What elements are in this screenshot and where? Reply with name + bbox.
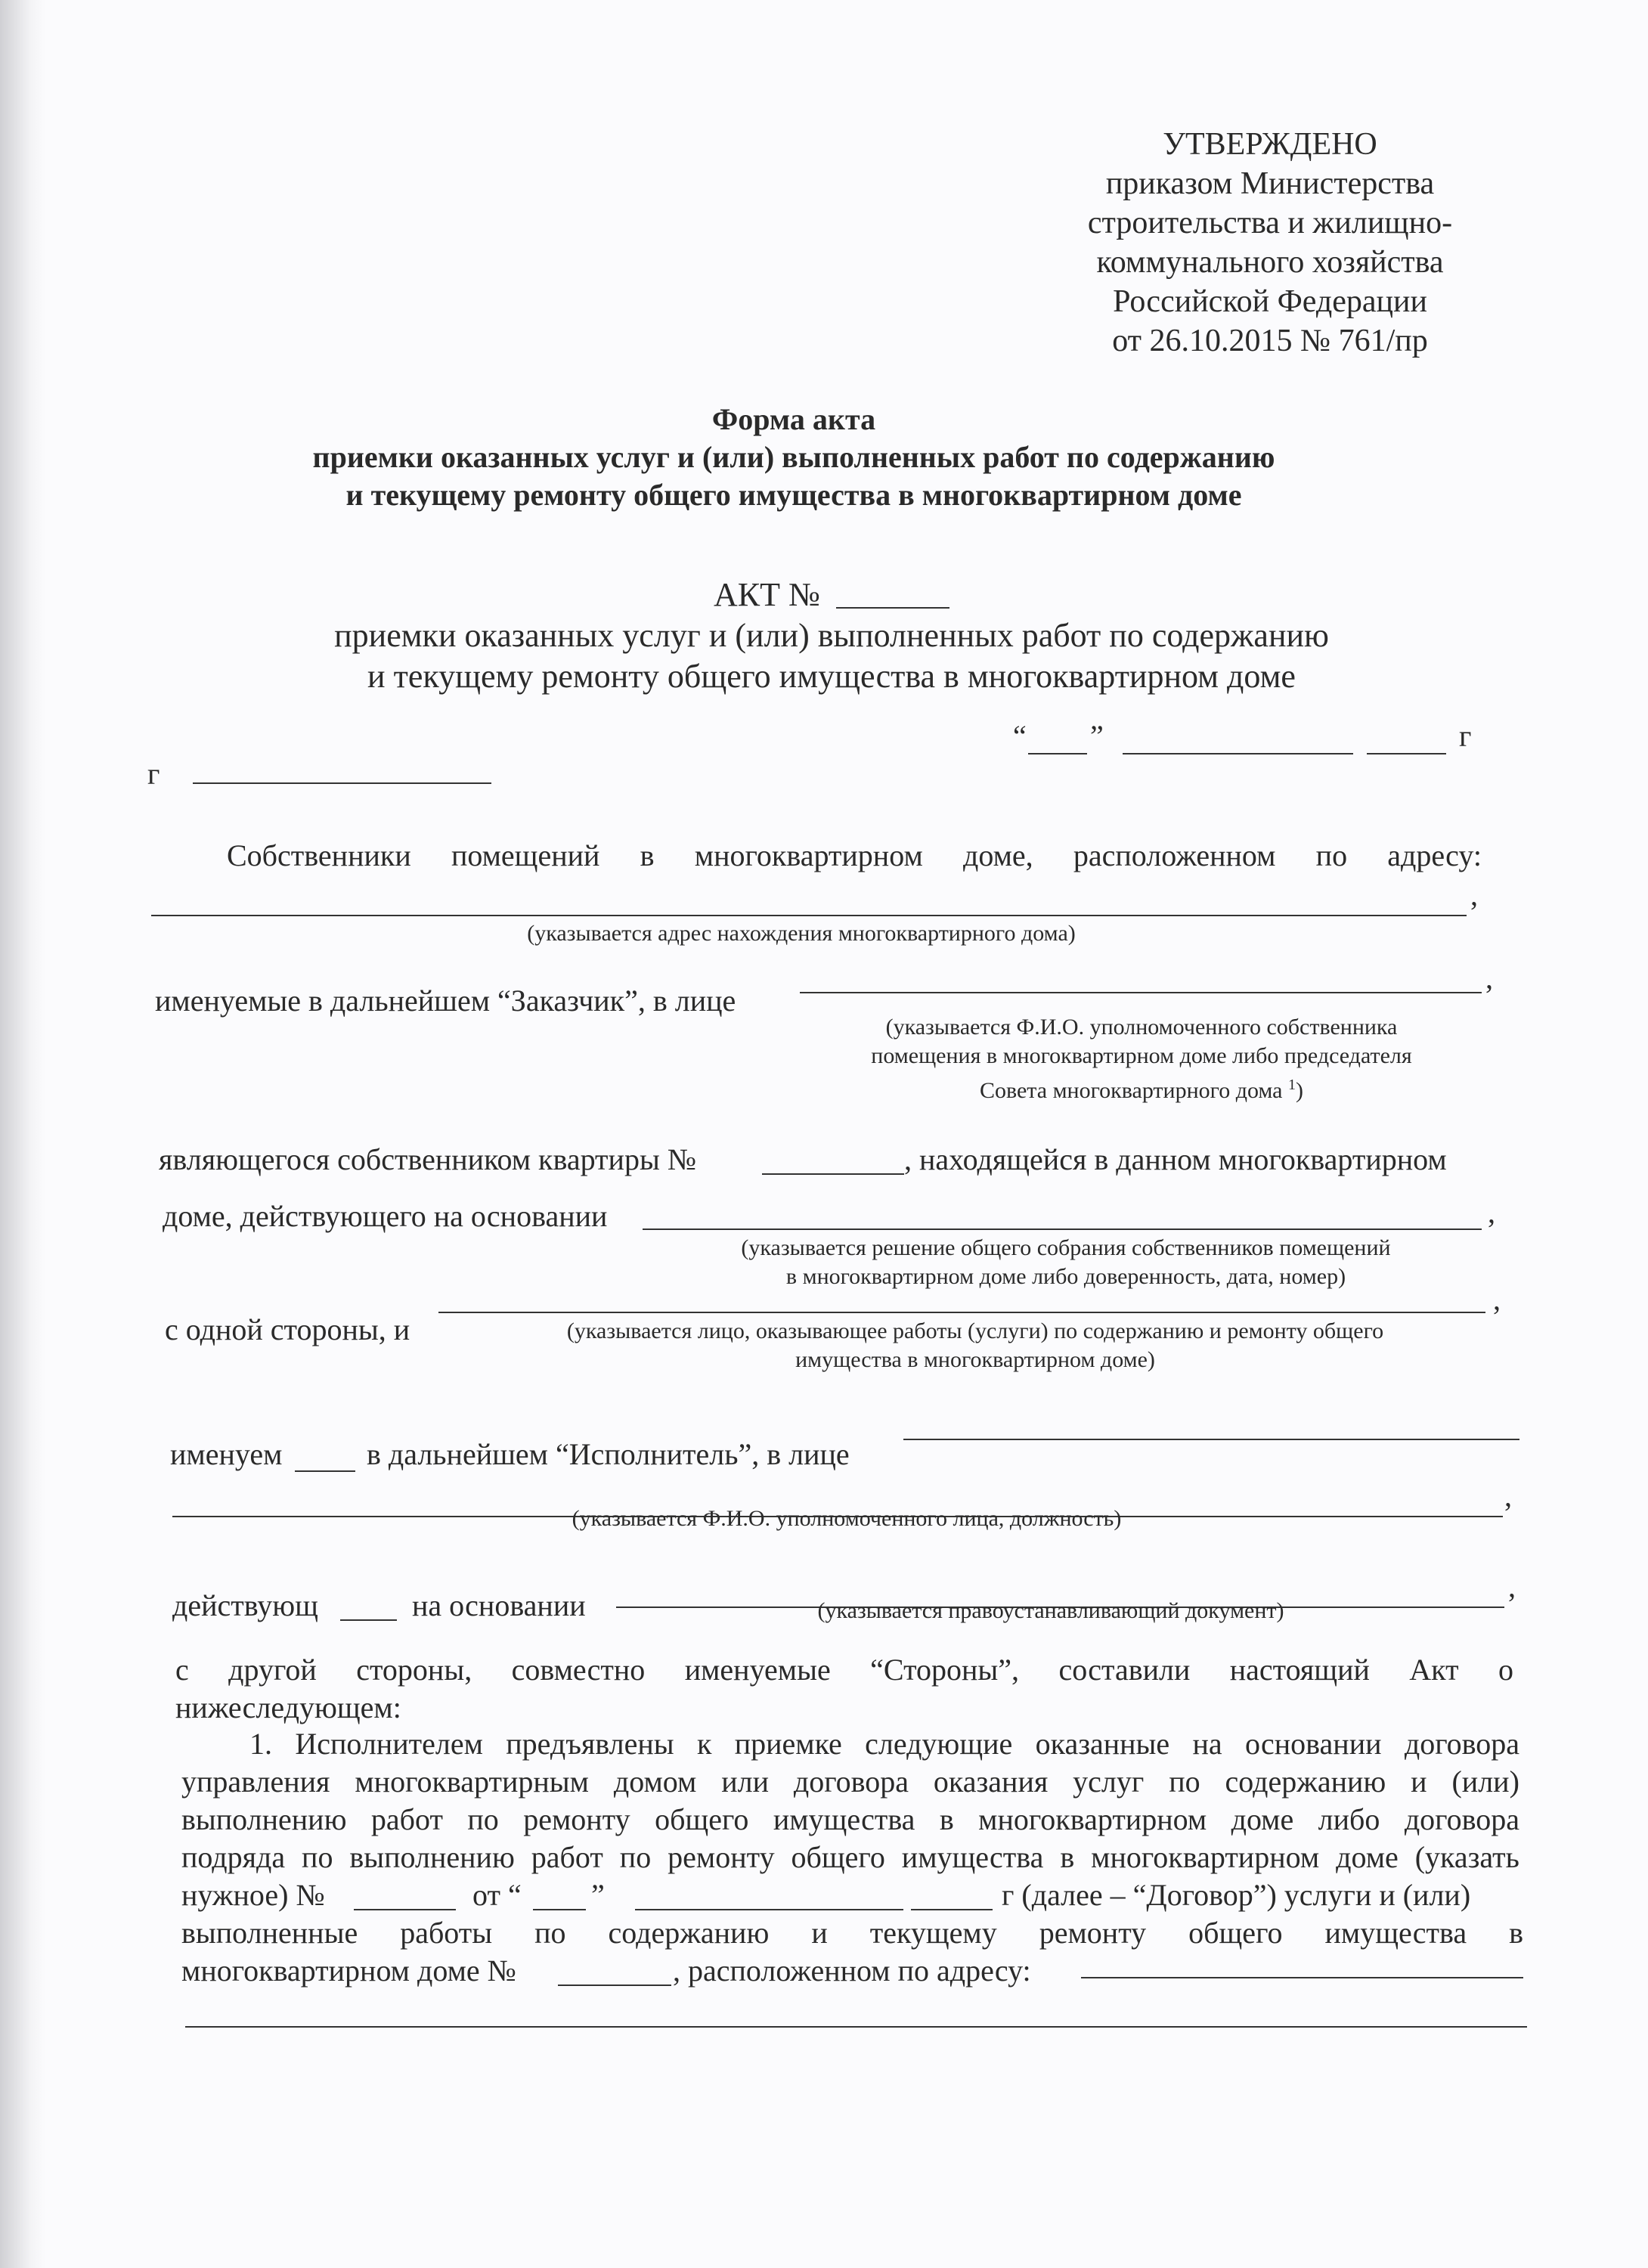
- act-number-row: [227, 575, 1436, 615]
- caption-customer-line-2: помещения в многоквартирном доме либо председателя: [871, 1043, 1412, 1068]
- p1-row4-word: многоквартирном: [1091, 1840, 1320, 1874]
- p1-row1-word: на: [1192, 1727, 1222, 1761]
- acting-prefix: действующ: [172, 1588, 318, 1622]
- p1-row1-word: к: [696, 1727, 712, 1761]
- p1-row6-word: выполненные: [181, 1916, 358, 1950]
- p1-row3-word: многоквартирном: [978, 1802, 1207, 1836]
- document-comma: ,: [1508, 1569, 1516, 1603]
- customer-comma: ,: [1485, 961, 1493, 995]
- p1-row4-word: подряда: [181, 1840, 286, 1874]
- p1-row4-word: в: [1060, 1840, 1075, 1874]
- p1-row2-word: и: [1411, 1765, 1427, 1799]
- p1-row6-word: ремонту: [1039, 1916, 1147, 1950]
- approval-line-2: приказом Министерства: [1105, 166, 1435, 201]
- p1-row-6: [181, 1915, 1523, 1950]
- p1-row3-word: общего: [655, 1802, 749, 1836]
- p1-row1-word: оказанные: [1035, 1727, 1170, 1761]
- caption-customer-line-3: [794, 1070, 1489, 1105]
- p1-row1-word: основании: [1245, 1727, 1382, 1761]
- contract-number-blank[interactable]: [354, 1909, 456, 1910]
- executor-name-blank[interactable]: [903, 1439, 1519, 1440]
- acting-ending-blank[interactable]: [340, 1619, 397, 1621]
- owners-row: [227, 838, 1482, 873]
- p1-row6-word: по: [534, 1916, 566, 1950]
- other-side-row-word: совместно: [511, 1653, 646, 1687]
- p1-row1-word: 1.: [249, 1727, 272, 1761]
- other-side-row-word: Акт: [1409, 1653, 1459, 1687]
- named-ending-blank[interactable]: [295, 1470, 355, 1472]
- p1-line5-d: г (далее – “Договор”) услуги и (или): [1002, 1878, 1471, 1912]
- act-number-blank[interactable]: [836, 580, 949, 609]
- named-suffix: в дальнейшем “Исполнитель”, в лице: [367, 1437, 850, 1471]
- caption-contractor-line-1: (указывается лицо, оказывающее работы (услуги) по содержанию и ремонту общего: [566, 1318, 1384, 1343]
- p1-row6-word: работы: [400, 1916, 493, 1950]
- caption-customer-close: ): [1296, 1078, 1304, 1103]
- approval-line-3: строительства и жилищно-: [1087, 206, 1453, 240]
- p1-row6-word: в: [1509, 1916, 1523, 1950]
- p1-row1-word: приемке: [734, 1727, 842, 1761]
- form-title-line-1: Форма акта: [711, 402, 876, 436]
- owners-row-word: доме,: [962, 838, 1033, 872]
- caption-address: (указывается адрес нахождения многоквартирного дома): [527, 921, 1076, 946]
- caption-basis: [650, 1234, 1482, 1291]
- scan-edge-shadow: [0, 0, 45, 2268]
- p1-row-2: [181, 1764, 1519, 1799]
- p1-row3-word: в: [939, 1802, 954, 1836]
- p1-row2-word: управления: [181, 1765, 330, 1799]
- p1-row3-word: выполнению: [181, 1802, 347, 1836]
- p1-row3-word: работ: [370, 1802, 443, 1836]
- house-number-blank[interactable]: [558, 1984, 671, 1986]
- approval-block: [1058, 125, 1482, 361]
- p1-line5-c: ”: [591, 1878, 605, 1912]
- p1-row3-word: доме: [1231, 1802, 1294, 1836]
- approval-line-1: УТВЕРЖДЕНО: [1163, 127, 1377, 162]
- caption-document: (указывается правоустанавливающий документ): [817, 1598, 1284, 1623]
- date-quote-close: ”: [1090, 719, 1104, 753]
- p1-row2-word: многоквартирным: [355, 1765, 589, 1799]
- p1-row-1: [249, 1726, 1519, 1761]
- caption-basis-line-2: в многоквартирном доме либо доверенность, дата, номер): [785, 1264, 1346, 1289]
- p1-row4-word: по: [619, 1840, 652, 1874]
- p1-row1-word: Исполнителем: [295, 1727, 483, 1761]
- p1-row4-word: ремонту: [668, 1840, 775, 1874]
- p1-row6-word: имущества: [1324, 1916, 1467, 1950]
- p1-row3-word: по: [467, 1802, 499, 1836]
- caption-customer: [794, 1013, 1489, 1105]
- p1-row3-word: имущества: [773, 1802, 915, 1836]
- p1-row6-word: общего: [1188, 1916, 1283, 1950]
- other-side-row-word: стороны,: [356, 1653, 472, 1687]
- other-side-row-word: именуемые: [684, 1653, 831, 1687]
- date-year-blank[interactable]: [1367, 753, 1446, 754]
- caption-customer-line-3-text: Совета многоквартирного дома: [979, 1078, 1283, 1103]
- other-side-row-word: другой: [228, 1653, 317, 1687]
- owners-row-word: в: [640, 838, 655, 872]
- act-heading-line-3: и текущему ремонту общего имущества в многоквартирном доме: [367, 658, 1296, 695]
- p1-row4-word: выполнению: [349, 1840, 515, 1874]
- act-heading-line-2: приемки оказанных услуг и (или) выполненных работ по содержанию: [334, 617, 1329, 654]
- p1-row3-word: ремонту: [523, 1802, 630, 1836]
- owners-row-word: адресу:: [1387, 838, 1482, 872]
- contract-year-blank[interactable]: [911, 1909, 993, 1910]
- p1-line5-b: от “: [472, 1878, 522, 1912]
- approval-line-4: коммунального хозяйства: [1096, 245, 1444, 280]
- p1-row-4: [181, 1839, 1519, 1875]
- p1-row4-word: общего: [791, 1840, 885, 1874]
- form-title: [227, 401, 1361, 514]
- p1-row1-word: предъявлены: [506, 1727, 674, 1761]
- contract-month-blank[interactable]: [635, 1909, 903, 1910]
- caption-basis-line-1: (указывается решение общего собрания собственников помещений: [741, 1235, 1391, 1260]
- p1-row1-word: следующие: [865, 1727, 1013, 1761]
- city-blank[interactable]: [193, 782, 491, 784]
- apartment-number-blank[interactable]: [762, 1173, 904, 1175]
- following-label: нижеследующем:: [175, 1690, 401, 1724]
- approval-line-6: от 26.10.2015 № 761/пр: [1112, 324, 1428, 358]
- customer-line: именуемые в дальнейшем “Заказчик”, в лице: [155, 984, 736, 1018]
- date-quote-open: “: [1013, 719, 1027, 753]
- p1-row6-word: текущему: [869, 1916, 997, 1950]
- house-address-blank[interactable]: [1081, 1977, 1523, 1978]
- act-heading: [227, 575, 1436, 697]
- acting-suffix: на основании: [412, 1588, 586, 1622]
- p1-row4-word: работ: [531, 1840, 603, 1874]
- one-side-label: с одной стороны, и: [165, 1312, 410, 1346]
- p1-row2-word: оказания: [933, 1765, 1049, 1799]
- city-prefix: г: [147, 757, 160, 791]
- other-side-row: [175, 1652, 1513, 1687]
- p1-row2-word: (или): [1451, 1765, 1519, 1799]
- executor-comma: ,: [1504, 1479, 1512, 1513]
- owners-row-word: помещений: [451, 838, 600, 872]
- customer-name-blank[interactable]: [800, 992, 1482, 993]
- p1-row4-word: по: [302, 1840, 333, 1874]
- p1-row1-word: договора: [1404, 1727, 1519, 1761]
- date-day-blank[interactable]: [1028, 753, 1087, 754]
- other-side-row-word: о: [1498, 1653, 1513, 1687]
- owners-row-word: расположенном: [1073, 838, 1276, 872]
- other-side-row-word: составили: [1058, 1653, 1191, 1687]
- p1-row2-word: или: [721, 1765, 769, 1799]
- contractor-blank[interactable]: [438, 1312, 1485, 1313]
- p1-row4-word: доме: [1336, 1840, 1399, 1874]
- owner-apartment-suffix: , находящейся в данном многоквартирном: [904, 1142, 1447, 1176]
- caption-contractor-line-2: имущества в многоквартирном доме): [795, 1347, 1155, 1372]
- p1-row-3: [181, 1802, 1519, 1837]
- caption-person: (указывается Ф.И.О. уполномоченного лица, должность): [572, 1506, 1122, 1531]
- footnote-marker: 1: [1288, 1077, 1296, 1093]
- p1-row2-word: договора: [793, 1765, 909, 1799]
- p1-row2-word: содержанию: [1225, 1765, 1386, 1799]
- p1-row6-word: содержанию: [608, 1916, 770, 1950]
- address-comma: ,: [1470, 878, 1478, 912]
- form-title-line-3: и текущему ремонту общего имущества в многоквартирном доме: [345, 478, 1242, 512]
- p1-row3-word: договора: [1404, 1802, 1519, 1836]
- basis-blank[interactable]: [643, 1228, 1482, 1230]
- contractor-comma: ,: [1493, 1282, 1501, 1316]
- basis-comma: ,: [1488, 1195, 1495, 1229]
- p1-row4-word: имущества: [901, 1840, 1044, 1874]
- act-number-label: АКТ №: [714, 576, 820, 613]
- p1-row2-word: услуг: [1073, 1765, 1145, 1799]
- caption-contractor: [469, 1317, 1482, 1374]
- p1-row2-word: по: [1169, 1765, 1200, 1799]
- p1-line5-a: нужное) №: [181, 1878, 325, 1912]
- owners-row-word: Собственники: [227, 838, 411, 872]
- p1-line7-a: многоквартирном доме №: [181, 1954, 516, 1988]
- contract-day-blank[interactable]: [533, 1909, 586, 1910]
- address-blank[interactable]: [151, 915, 1467, 916]
- approval-line-5: Российской Федерации: [1113, 284, 1427, 319]
- p1-line7-b: , расположенном по адресу:: [673, 1954, 1031, 1988]
- other-side-row-word: настоящий: [1229, 1653, 1370, 1687]
- p1-row2-word: домом: [613, 1765, 697, 1799]
- owner-apartment-prefix: являющегося собственником квартиры №: [159, 1142, 696, 1176]
- acting-basis-label: доме, действующего на основании: [163, 1199, 608, 1233]
- other-side-row-word: “Стороны”,: [870, 1653, 1020, 1687]
- p1-row6-word: и: [811, 1916, 828, 1950]
- house-address-blank-2[interactable]: [185, 2026, 1527, 2028]
- date-month-blank[interactable]: [1123, 753, 1353, 754]
- caption-customer-line-1: (указывается Ф.И.О. уполномоченного собственника: [885, 1015, 1398, 1040]
- owners-row-word: по: [1315, 838, 1348, 872]
- owners-row-word: многоквартирном: [694, 838, 923, 872]
- other-side-row-word: с: [175, 1653, 189, 1687]
- date-year-suffix: г: [1459, 719, 1472, 753]
- named-prefix: именуем: [170, 1437, 283, 1471]
- p1-row3-word: либо: [1318, 1802, 1380, 1836]
- form-title-line-2: приемки оказанных услуг и (или) выполненных работ по содержанию: [312, 440, 1275, 474]
- p1-row4-word: (указать: [1414, 1840, 1519, 1874]
